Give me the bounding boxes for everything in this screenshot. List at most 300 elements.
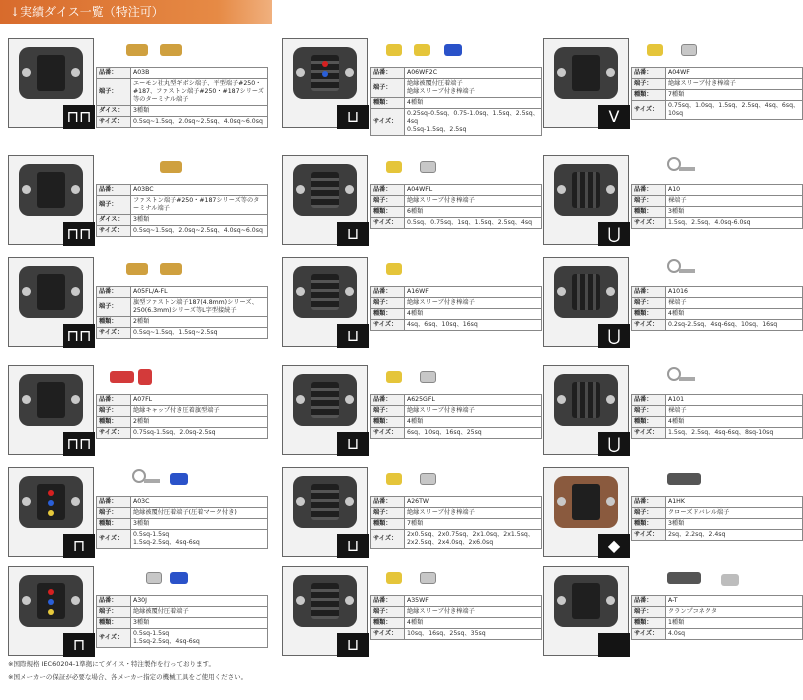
size-line-2: 1.5sq-2.5sq、4sq-6sq [133, 539, 200, 547]
model-value: A06WF2C [405, 68, 542, 79]
terminal-image [146, 572, 162, 584]
size-line-1: 1.5sq、2.5sq、4.0sq-6.0sq [668, 219, 751, 227]
spec-table [96, 184, 268, 237]
size-value [405, 320, 542, 331]
ring-terminal-tail [144, 479, 160, 483]
count-label: 種類： [632, 309, 666, 320]
count-label: 種類： [632, 207, 666, 218]
count-value: 4種類 [666, 309, 803, 320]
die-slot [311, 274, 339, 310]
model-label: 品番： [97, 287, 131, 298]
model-value: A07FL [131, 395, 268, 406]
crimp-profile-icon: ⋃ [598, 432, 630, 456]
size-value [666, 320, 803, 331]
die-card [278, 151, 540, 247]
size-line-1: 0.75sq-1.5sq、2.0sq-2.5sq [133, 429, 216, 437]
size-label: サイズ： [97, 328, 131, 339]
die-image [543, 38, 629, 128]
size-label: サイズ： [97, 226, 131, 237]
size-line-1: 0.5sq~1.5sq、1.5sq~2.5sq [133, 329, 218, 337]
terminal-images [376, 255, 536, 285]
die-body [19, 164, 83, 216]
terminal-value: 裸端子 [666, 406, 803, 417]
model-label: 品番： [97, 497, 131, 508]
die-card [4, 361, 266, 457]
terminal-value: 絶縁キャップ付き圧着旗型端子 [131, 406, 268, 417]
size-line-1: 0.2sq-2.5sq、4sq-6sq、10sq、16sq [668, 321, 778, 329]
spec-table [370, 184, 542, 229]
model-value: A35WF [405, 596, 542, 607]
size-line-1: 0.75sq、1.0sq、1.5sq、2.5sq、4sq、6sq、10sq [668, 102, 800, 118]
count-value: 2種類 [131, 317, 268, 328]
count-label: 種類： [371, 618, 405, 629]
spec-table [96, 286, 268, 339]
model-label: 品番： [632, 68, 666, 79]
crimp-profile-icon: ⊓ [63, 633, 95, 657]
size-label: サイズ： [371, 109, 405, 136]
terminal-value: クローズドバレル端子 [666, 508, 803, 519]
spec-table [631, 496, 803, 541]
model-label: 品番： [371, 395, 405, 406]
count-value: 3種類 [131, 106, 268, 117]
terminal-images [376, 465, 536, 495]
size-value [666, 428, 803, 439]
terminal-value: ファストン端子#250・#187シリーズ等のターミナル端子 [131, 196, 268, 215]
terminal-images [637, 363, 797, 393]
count-label: 種類： [97, 519, 131, 530]
crimp-profile-icon [598, 633, 630, 657]
count-value: 6種類 [405, 207, 542, 218]
die-card [539, 253, 801, 349]
size-label: サイズ： [97, 530, 131, 549]
terminal-images [376, 36, 536, 66]
count-value: 4種類 [405, 618, 542, 629]
die-body [554, 476, 618, 528]
count-label: 種類： [371, 417, 405, 428]
die-body [293, 374, 357, 426]
die-image [543, 365, 629, 455]
size-value [405, 218, 542, 229]
spec-table [631, 595, 803, 640]
crimp-profile-icon: ⊓⊓ [63, 222, 95, 246]
terminal-image [444, 44, 462, 56]
terminal-label: 端子： [371, 406, 405, 417]
die-slot [311, 484, 339, 520]
die-slot [572, 382, 600, 418]
size-label: サイズ： [371, 530, 405, 549]
model-label: 品番： [632, 497, 666, 508]
size-line-1: 2sq、2.2sq、2.4sq [668, 531, 726, 539]
spec-table [370, 394, 542, 439]
terminal-value: エーモン社丸型ギボシ端子、平型端子#250・#187、ファストン端子#250・#187シリーズ等のターミナル端子 [131, 79, 268, 106]
die-card [278, 463, 540, 559]
terminal-label: 端子： [97, 196, 131, 215]
spec-table [370, 595, 542, 640]
model-value: A-T [666, 596, 803, 607]
terminal-value: 裸端子 [666, 196, 803, 207]
die-body [293, 164, 357, 216]
size-line-1: 0.5sq、0.75sq、1sq、1.5sq、2.5sq、4sq [407, 219, 533, 227]
terminal-images [376, 153, 536, 183]
size-line-1: 4sq、6sq、10sq、16sq [407, 321, 478, 329]
die-slot [37, 55, 65, 91]
count-label: 種類： [97, 317, 131, 328]
terminal-image [667, 473, 701, 485]
die-slot [572, 55, 600, 91]
die-image [282, 257, 368, 347]
ring-terminal-tail [679, 269, 695, 273]
terminal-images [102, 255, 262, 285]
size-line-1: 0.5sq~1.5sq、2.0sq~2.5sq、4.0sq~6.0sq [133, 227, 263, 235]
count-value: 3種類 [131, 215, 268, 226]
page-header: ↓実績ダイス一覧（特注可） [0, 0, 272, 24]
size-label: サイズ： [97, 117, 131, 128]
model-label: 品番： [632, 287, 666, 298]
model-value: A1016 [666, 287, 803, 298]
terminal-images [637, 564, 797, 594]
terminal-value: 絶縁被覆付圧着端子 [131, 607, 268, 618]
model-label: 品番： [632, 395, 666, 406]
terminal-image [681, 44, 697, 56]
die-image [8, 257, 94, 347]
die-image [282, 566, 368, 656]
die-card [278, 361, 540, 457]
crimp-profile-icon: V [598, 105, 630, 129]
color-dot-red [322, 61, 328, 67]
size-label: サイズ： [632, 530, 666, 541]
die-body [554, 374, 618, 426]
terminal-images [102, 465, 262, 495]
die-slot [37, 382, 65, 418]
die-card [539, 151, 801, 247]
terminal-label: 端子： [632, 196, 666, 207]
model-label: 品番： [371, 287, 405, 298]
crimp-profile-icon: ⊔ [337, 432, 369, 456]
die-card [4, 562, 266, 658]
die-card [4, 34, 266, 130]
terminal-image [138, 369, 152, 385]
die-image [8, 155, 94, 245]
die-image [543, 257, 629, 347]
size-value [131, 328, 268, 339]
size-value [666, 218, 803, 229]
terminal-images [102, 363, 262, 393]
size-line-1: 0.5sq~1.5sq、2.0sq~2.5sq、4.0sq~6.0sq [133, 118, 263, 126]
die-slot [37, 172, 65, 208]
size-value [666, 101, 803, 120]
size-label: サイズ： [632, 629, 666, 640]
die-card [278, 34, 540, 134]
model-value: A04WF [666, 68, 803, 79]
size-value [405, 428, 542, 439]
terminal-label: 端子： [97, 406, 131, 417]
die-image [543, 467, 629, 557]
terminal-label: 端子： [371, 508, 405, 519]
die-image [282, 365, 368, 455]
terminal-value: 絶縁スリーブ付き棒端子 [405, 298, 542, 309]
color-dot-blue [322, 71, 328, 77]
model-value: A03BC [131, 185, 268, 196]
terminal-image [647, 44, 663, 56]
terminal-label: 端子： [632, 508, 666, 519]
size-value [405, 109, 542, 136]
terminal-images [102, 36, 262, 66]
terminal-images [637, 153, 797, 183]
size-label: サイズ： [97, 629, 131, 648]
terminal-label: 端子： [97, 79, 131, 106]
size-value [666, 530, 803, 541]
terminal-value: 絶縁スリーブ付き棒端子 [405, 508, 542, 519]
die-card [4, 253, 266, 349]
spec-table [631, 184, 803, 229]
crimp-profile-icon: ⊓⊓ [63, 324, 95, 348]
count-value: 4種類 [405, 417, 542, 428]
model-value: A1HK [666, 497, 803, 508]
terminal-image [420, 572, 436, 584]
die-image [282, 38, 368, 128]
die-image [282, 155, 368, 245]
die-image [8, 566, 94, 656]
size-label: サイズ： [632, 218, 666, 229]
terminal-image [170, 473, 188, 485]
model-label: 品番： [97, 596, 131, 607]
model-value: A30J [131, 596, 268, 607]
model-label: 品番： [632, 596, 666, 607]
crimp-profile-icon: ⋃ [598, 324, 630, 348]
count-label: 種類： [371, 207, 405, 218]
terminal-image [420, 473, 436, 485]
model-label: 品番： [371, 596, 405, 607]
crimp-profile-icon: ⊔ [337, 105, 369, 129]
terminal-label: 端子： [632, 406, 666, 417]
die-image [543, 566, 629, 656]
color-dot-yellow [48, 510, 54, 516]
crimp-profile-icon: ⊓⊓ [63, 105, 95, 129]
terminal-label: 端子： [632, 79, 666, 90]
die-body [19, 47, 83, 99]
terminal-image [386, 263, 402, 275]
model-value: A26TW [405, 497, 542, 508]
count-label: ダイス： [97, 106, 131, 117]
crimp-profile-icon: ⊓ [63, 534, 95, 558]
die-card [4, 151, 266, 247]
die-slot [37, 274, 65, 310]
die-slot [572, 583, 600, 619]
model-value: A10 [666, 185, 803, 196]
die-card [278, 253, 540, 349]
count-value: 3種類 [666, 519, 803, 530]
terminal-images [637, 465, 797, 495]
die-body [19, 374, 83, 426]
terminal-label: 端子： [371, 607, 405, 618]
size-value [405, 530, 542, 549]
size-value [131, 117, 268, 128]
size-value [405, 629, 542, 640]
terminal-image [420, 371, 436, 383]
terminal-image [170, 572, 188, 584]
terminal-image [420, 161, 436, 173]
model-value: A16WF [405, 287, 542, 298]
crimp-profile-icon: ⋃ [598, 222, 630, 246]
count-label: 種類： [632, 90, 666, 101]
size-label: サイズ： [371, 218, 405, 229]
size-value [131, 530, 268, 549]
model-value: A05FL/A-FL [131, 287, 268, 298]
terminal-value: 絶縁スリーブ付き棒端子 [405, 607, 542, 618]
spec-table [631, 286, 803, 331]
size-line-1: 1.5sq、2.5sq、4sq-6sq、8sq-10sq [668, 429, 774, 437]
die-body [19, 266, 83, 318]
die-body [554, 164, 618, 216]
size-value [666, 629, 803, 640]
size-line-2: 1.5sq-2.5sq、4sq-6sq [133, 638, 200, 646]
size-label: サイズ： [632, 101, 666, 120]
die-body [293, 47, 357, 99]
die-card [539, 361, 801, 457]
size-label: サイズ： [632, 320, 666, 331]
terminal-image [110, 371, 134, 383]
crimp-profile-icon: ⊔ [337, 222, 369, 246]
terminal-value: 絶縁スリーブ付き棒端子 [405, 406, 542, 417]
die-slot [572, 484, 600, 520]
color-dot-blue [48, 500, 54, 506]
terminal-image [386, 44, 402, 56]
terminal-images [637, 255, 797, 285]
crimp-profile-icon: ⊔ [337, 534, 369, 558]
count-value: 1種類 [666, 618, 803, 629]
size-line-1: 0.5sq-1.5sq [133, 630, 170, 638]
terminal-image [160, 44, 182, 56]
count-label: 種類： [632, 618, 666, 629]
terminal-images [102, 153, 262, 183]
color-dot-red [48, 589, 54, 595]
model-value: A625GFL [405, 395, 542, 406]
terminal-value: 絶縁被覆付圧着端子 絶縁スリーブ付き棒端子 [405, 79, 542, 98]
die-card [4, 463, 266, 559]
size-label: サイズ： [371, 428, 405, 439]
spec-table [631, 67, 803, 120]
crimp-profile-icon: ⊔ [337, 633, 369, 657]
count-value: 7種類 [666, 90, 803, 101]
die-card [539, 562, 801, 658]
spec-table [96, 67, 268, 128]
count-value: 4種類 [666, 417, 803, 428]
terminal-image [160, 263, 182, 275]
model-value: A04WFL [405, 185, 542, 196]
footer-note-1: ※国際規格 IEC60204-1準拠にてダイス・特注製作を行っております。 [8, 660, 216, 668]
size-label: サイズ： [371, 629, 405, 640]
die-slot [572, 274, 600, 310]
terminal-image [386, 572, 402, 584]
terminal-image [414, 44, 430, 56]
die-body [19, 476, 83, 528]
color-dot-red [48, 490, 54, 496]
size-label: サイズ： [371, 320, 405, 331]
terminal-image [386, 161, 402, 173]
terminal-value: 裸端子 [666, 298, 803, 309]
size-line-1: 0.5sq-1.5sq [133, 531, 170, 539]
crimp-profile-icon: ◆ [598, 534, 630, 558]
count-value: 2種類 [131, 417, 268, 428]
spec-table [631, 394, 803, 439]
die-body [293, 575, 357, 627]
ring-terminal-tail [679, 377, 695, 381]
terminal-images [102, 564, 262, 594]
model-label: 品番： [371, 185, 405, 196]
count-label: 種類： [97, 417, 131, 428]
terminal-label: 端子： [97, 607, 131, 618]
die-slot [311, 583, 339, 619]
spec-table [96, 394, 268, 439]
size-value [131, 226, 268, 237]
spec-table [96, 496, 268, 549]
spec-table [370, 286, 542, 331]
ring-terminal-tail [679, 167, 695, 171]
terminal-value: 旗型ファストン端子187(4.8mm)シリーズ、250(6.3mm)シリーズ等L字型接続子 [131, 298, 268, 317]
die-body [293, 476, 357, 528]
die-card [539, 34, 801, 130]
size-label: サイズ： [97, 428, 131, 439]
terminal-image [721, 574, 739, 586]
die-card [539, 463, 801, 559]
size-line-1: 4.0sq [668, 630, 685, 638]
terminal-label: 端子： [97, 298, 131, 317]
die-image [282, 467, 368, 557]
die-body [554, 47, 618, 99]
terminal-value: クランプコネクタ [666, 607, 803, 618]
die-image [8, 365, 94, 455]
footer-note-2: ※国メーカーの保証が必要な場合、各メーカー指定の機械工具をご使用ください。 [8, 673, 248, 681]
crimp-profile-icon: ⊔ [337, 324, 369, 348]
terminal-label: 端子： [97, 508, 131, 519]
die-image [8, 38, 94, 128]
die-slot [311, 382, 339, 418]
die-body [19, 575, 83, 627]
die-body [554, 266, 618, 318]
terminal-image [667, 572, 701, 584]
terminal-image [386, 473, 402, 485]
die-slot [311, 172, 339, 208]
model-label: 品番： [97, 68, 131, 79]
spec-table [96, 595, 268, 648]
terminal-label: 端子： [632, 607, 666, 618]
count-value: 3種類 [131, 519, 268, 530]
count-value: 4種類 [405, 309, 542, 320]
model-label: 品番： [97, 395, 131, 406]
terminal-value: 絶縁スリーブ付き棒端子 [405, 196, 542, 207]
die-image [543, 155, 629, 245]
size-line-1: 6sq、10sq、16sq、25sq [407, 429, 482, 437]
terminal-label: 端子： [632, 298, 666, 309]
size-label: サイズ： [632, 428, 666, 439]
size-value [131, 428, 268, 439]
die-body [554, 575, 618, 627]
crimp-profile-icon: ⊓⊓ [63, 432, 95, 456]
terminal-image [126, 263, 148, 275]
count-label: 種類： [97, 618, 131, 629]
size-line-1: 2x0.5sq、2x0.75sq、2x1.0sq、2x1.5sq、2x2.5sq、2x4.0sq、2x6.0sq [407, 531, 535, 547]
model-label: 品番： [371, 497, 405, 508]
die-card [278, 562, 540, 658]
terminal-label: 端子： [371, 298, 405, 309]
count-value: 7種類 [405, 519, 542, 530]
count-label: 種類： [371, 309, 405, 320]
model-label: 品番： [632, 185, 666, 196]
terminal-label: 端子： [371, 79, 405, 98]
model-label: 品番： [371, 68, 405, 79]
spec-table [370, 496, 542, 549]
size-line-1: 0.25sq-0.5sq、0.75-1.0sq、1.5sq、2.5sq、4sq [407, 110, 539, 126]
